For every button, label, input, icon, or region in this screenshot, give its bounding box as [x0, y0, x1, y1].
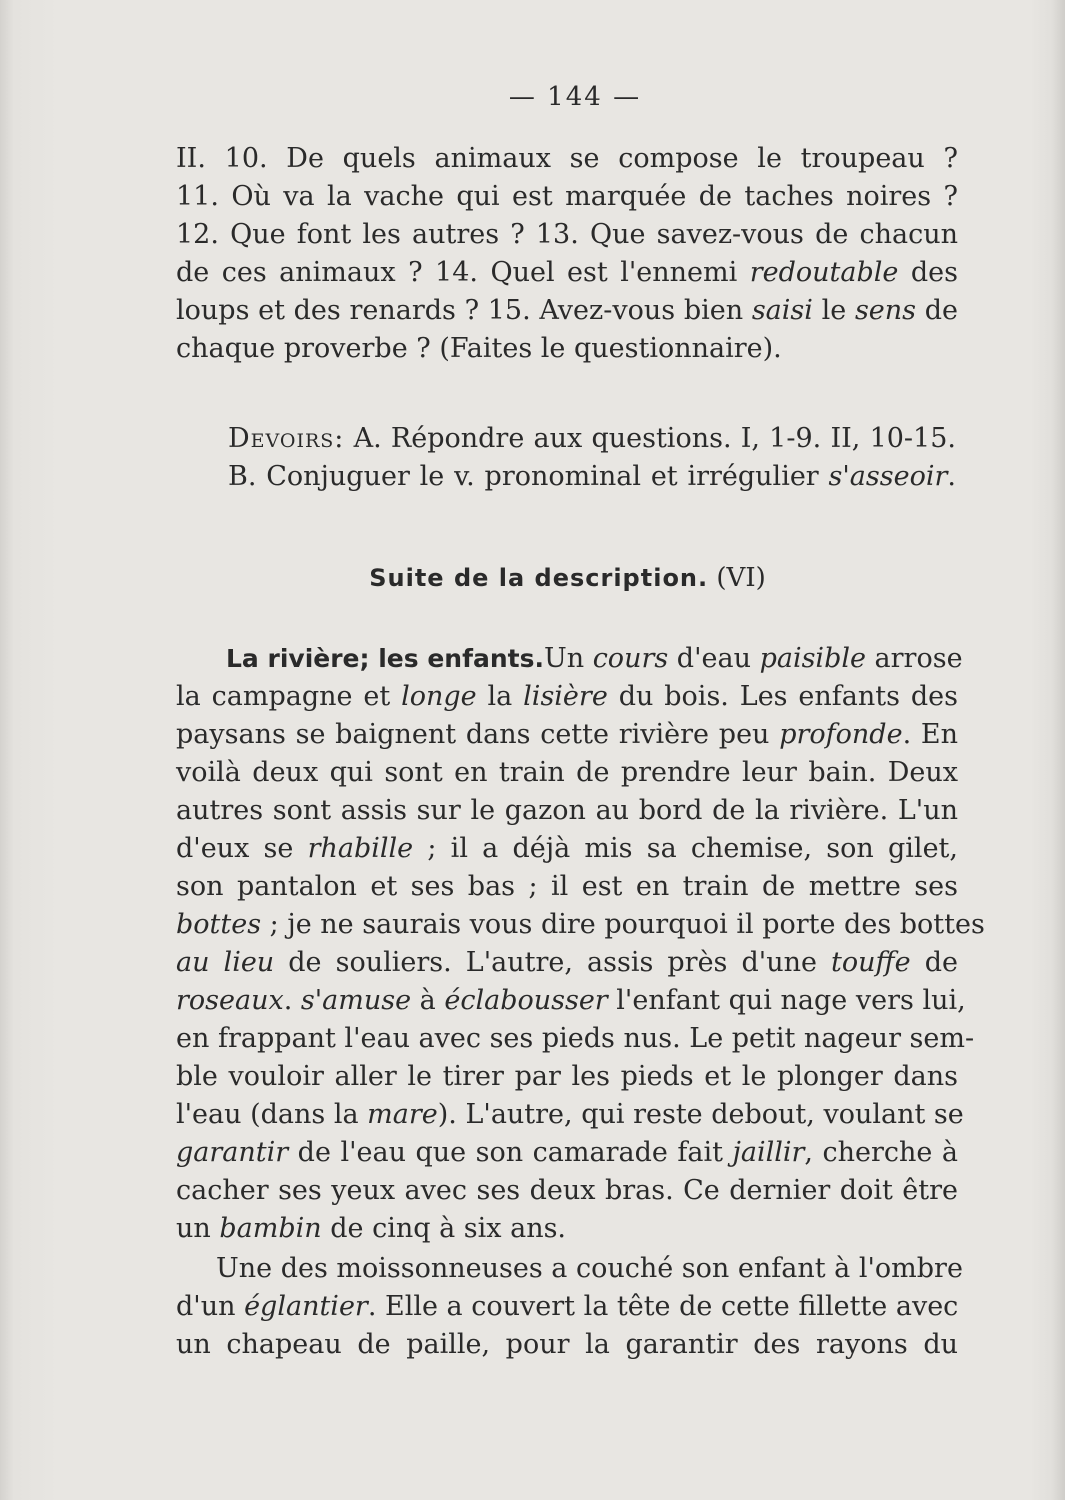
homework-line-2: B. Conjuguer le v. pronominal et irrégulier s'asseoir.: [228, 461, 956, 492]
question-line: loups et des renards ? 15. Avez-vous bien saisi le sens de: [176, 295, 958, 326]
paragraph-line: autres sont assis sur le gazon au bord de la rivière. L'un: [176, 795, 958, 826]
paragraph-line: paysans se baignent dans cette rivière peu profonde. En: [176, 719, 958, 750]
italic-term: au lieu: [176, 947, 275, 978]
paragraph-line: l'eau (dans la mare). L'autre, qui reste debout, voulant se: [176, 1099, 964, 1130]
question-line: chaque proverbe ? (Faites le questionnaire).: [176, 333, 782, 364]
paragraph-line: d'un églantier. Elle a couvert la tête de cette fillette avec: [176, 1291, 959, 1322]
question-line: 12. Que font les autres ? 13. Que savez-vous de chacun: [176, 219, 958, 250]
paragraph-line: Une des moissonneuses a couché son enfant à l'ombre: [216, 1253, 963, 1284]
italic-term: lisière: [523, 681, 608, 712]
italic-term: bottes: [176, 909, 262, 940]
question-line: II. 10. De quels animaux se compose le troupeau ?: [176, 143, 958, 174]
italic-term: bambin: [219, 1213, 322, 1244]
italic-term: roseaux: [176, 985, 284, 1016]
italic-term: s'asseoir: [828, 461, 948, 492]
italic-term: cours: [592, 643, 669, 674]
homework-label: Devoirs:: [228, 423, 345, 454]
italic-term: églantier: [244, 1291, 368, 1322]
page-number: — 144 —: [508, 82, 642, 112]
italic-term: longe: [401, 681, 477, 712]
paragraph-line: garantir de l'eau que son camarade fait jaillir, cherche à: [176, 1137, 959, 1168]
paragraph-line: en frappant l'eau avec ses pieds nus. Le petit nageur sem-: [176, 1023, 975, 1054]
questions-block: [176, 140, 958, 368]
italic-term: saisi: [751, 295, 813, 326]
italic-term: mare: [367, 1099, 438, 1130]
question-line: 11. Où va la vache qui est marquée de taches noires ?: [176, 181, 958, 212]
homework-line-1: [228, 420, 956, 458]
paragraph-line: au lieu de souliers. L'autre, assis près d'une touffe de: [176, 947, 958, 978]
italic-term: éclabousser: [444, 985, 608, 1016]
section-number: (VI): [716, 563, 766, 593]
paragraph-line: son pantalon et ses bas ; il est en train de mettre ses: [176, 871, 958, 902]
paragraph-line: ble vouloir aller le tirer par les pieds et le plonger dans: [176, 1061, 958, 1092]
homework-a: A. Répondre aux questions. I, 1-9. II, 10-15.: [353, 423, 956, 454]
italic-term: profonde: [779, 719, 903, 750]
paragraph-line: la campagne et longe la lisière du bois. Les enfants des: [176, 681, 958, 712]
italic-term: garantir: [176, 1137, 289, 1168]
paragraph-line: d'eux se rhabille ; il a déjà mis sa chemise, son gilet,: [176, 833, 958, 864]
italic-term: paisible: [759, 643, 866, 674]
paragraph-line: un chapeau de paille, pour la garantir des rayons du: [176, 1329, 958, 1360]
italic-term: rhabille: [307, 833, 414, 864]
homework-block: [228, 420, 956, 496]
section-title: Suite de la description.: [369, 564, 709, 592]
paragraph-line: bottes ; je ne saurais vous dire pourquoi il porte des bottes: [176, 909, 985, 940]
paragraph-line: voilà deux qui sont en train de prendre leur bain. Deux: [176, 757, 958, 788]
italic-term: jaillir: [732, 1137, 805, 1168]
italic-term: touffe: [831, 947, 911, 978]
paragraph-text: Un cours d'eau paisible arrose: [543, 643, 963, 674]
paragraph-2: [176, 1250, 963, 1364]
paragraph-line: cacher ses yeux avec ses deux bras. Ce dernier doit être: [176, 1175, 958, 1206]
question-line: de ces animaux ? 14. Quel est l'ennemi redoutable des: [176, 257, 958, 288]
section-heading: [0, 563, 1065, 593]
paragraph-subtitle: La rivière; les enfants.: [226, 644, 544, 673]
paragraph-1: [176, 640, 985, 1248]
paragraph-line: [176, 640, 963, 678]
paragraph-line: un bambin de cinq à six ans.: [176, 1213, 567, 1244]
paragraph-line: roseaux. s'amuse à éclabousser l'enfant qui nage vers lui,: [176, 985, 966, 1016]
italic-term: sens: [854, 295, 917, 326]
italic-term: s'amuse: [300, 985, 412, 1016]
italic-term: redoutable: [749, 257, 899, 288]
